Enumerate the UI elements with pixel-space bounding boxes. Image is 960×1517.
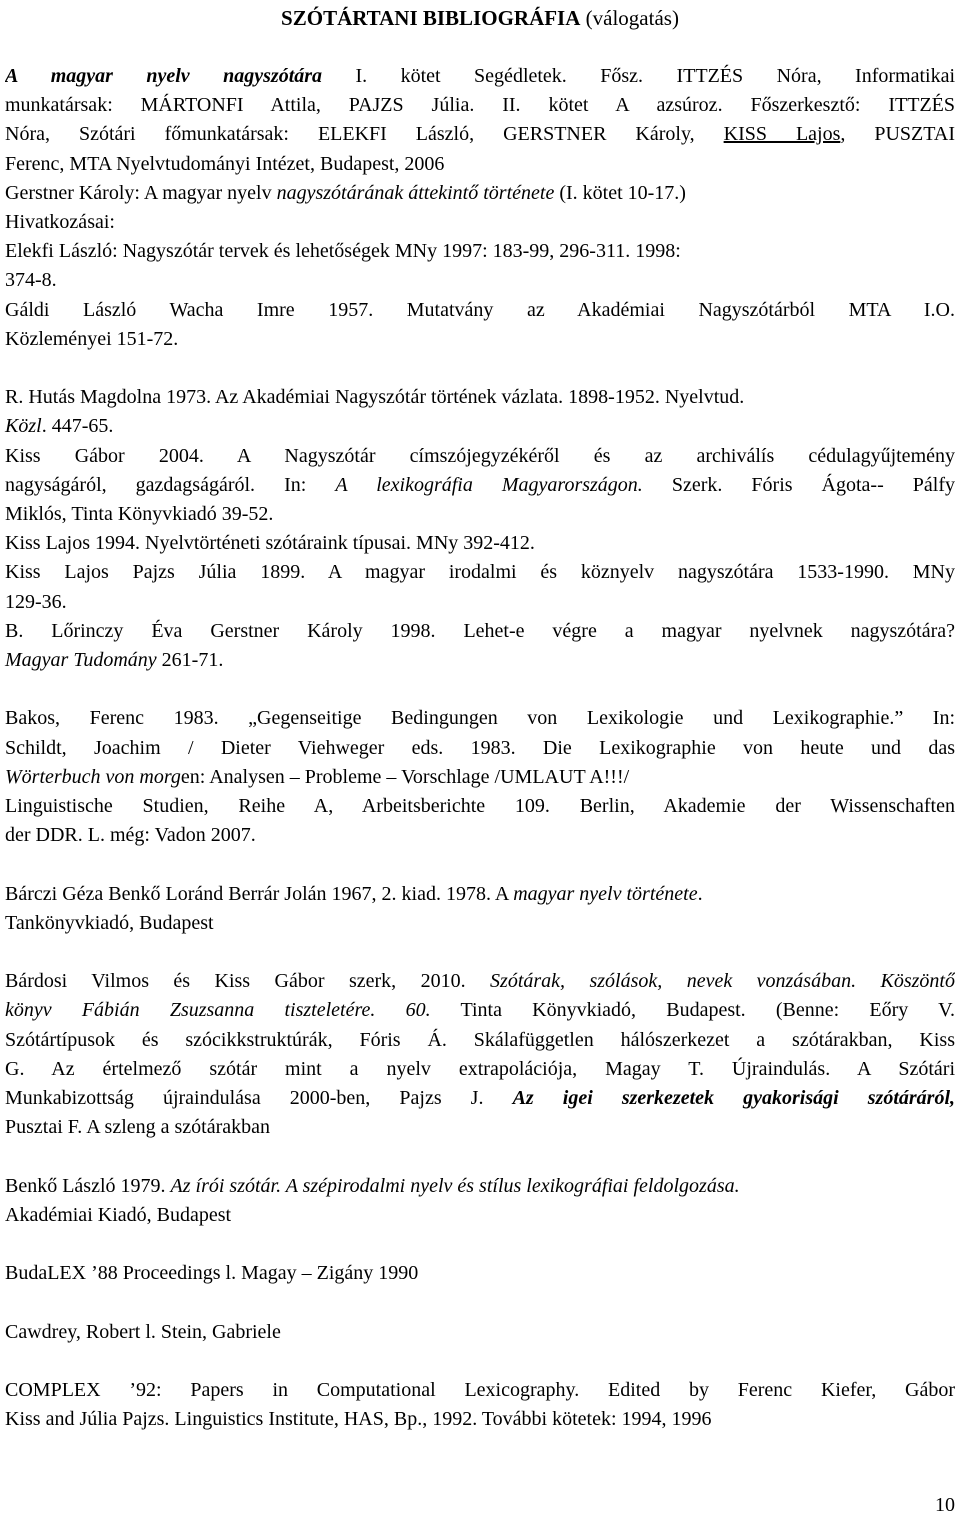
text-segment: Közl bbox=[5, 415, 42, 437]
text-segment: Linguistische Studien, Reihe A, Arbeitsberichte 109. Berlin, Akademie der Wissenschaften bbox=[5, 795, 955, 817]
text-segment: Az igei szerkezetek gyakorisági szótáráról, bbox=[512, 1087, 955, 1109]
text-segment: BudaLEX ’88 Proceedings l. Magay – Zigány 1990 bbox=[5, 1262, 419, 1284]
text-segment: munkatársak: MÁRTONFI Attila, PAJZS Júlia. II. kötet A azsúroz. Főszerkesztő: ITTZÉS bbox=[5, 94, 955, 116]
text-line bbox=[5, 298, 955, 322]
text-segment: Kiss Lajos Pajzs Júlia 1899. A magyar irodalmi és köznyelv nagyszótára 1533-1990. MNy bbox=[5, 561, 955, 583]
text-line bbox=[5, 1028, 955, 1052]
text-line bbox=[5, 414, 955, 438]
text-segment: (I. kötet 10-17.) bbox=[554, 182, 686, 204]
text-segment: Bárczi Géza Benkő Loránd Berrár Jolán 1967, 2. kiad. 1978. A bbox=[5, 883, 514, 905]
title-bold: SZÓTÁRTANI BIBLIOGRÁFIA bbox=[281, 6, 581, 30]
text-line bbox=[5, 560, 955, 584]
text-segment: Miklós, Tinta Könyvkiadó 39-52. bbox=[5, 503, 274, 525]
text-line bbox=[5, 998, 955, 1022]
text-segment: Akadémiai Kiadó, Budapest bbox=[5, 1204, 232, 1226]
text-segment: Benkő László 1979. bbox=[5, 1175, 171, 1197]
text-line bbox=[5, 619, 955, 643]
text-segment: Szótárak, szólások, nevek vonzásában. Köszöntő bbox=[490, 970, 955, 992]
text-segment: KISS Lajos bbox=[723, 123, 841, 145]
text-segment: Gáldi László Wacha Imre 1957. Mutatvány az Akadémiai Nagyszótárból MTA I.O. bbox=[5, 299, 955, 321]
text-line bbox=[5, 473, 955, 497]
text-segment: Ferenc, MTA Nyelvtudományi Intézet, Budapest, 2006 bbox=[5, 153, 445, 175]
text-line bbox=[5, 969, 955, 993]
text-segment: I. kötet Segédletek. Fősz. ITTZÉS Nóra, Informatikai bbox=[322, 65, 955, 87]
text-segment: B. Lőrinczy Éva Gerstner Károly 1998. Lehet-e végre a magyar nyelvnek nagyszótára? bbox=[5, 620, 955, 642]
text-segment: , PUSZTAI bbox=[840, 123, 955, 145]
text-line bbox=[5, 736, 955, 760]
text-line bbox=[5, 823, 955, 847]
text-segment: . 447-65. bbox=[41, 415, 114, 437]
text-line bbox=[5, 1115, 955, 1139]
text-line bbox=[5, 64, 955, 88]
text-line bbox=[5, 122, 955, 146]
text-segment: Kiss Gábor 2004. A Nagyszótár címszójegyzékéről és az archiválís cédulagyűjtemény bbox=[5, 445, 955, 467]
text-segment: Hivatkozásai: bbox=[5, 211, 115, 233]
text-line bbox=[5, 1407, 955, 1431]
text-segment: 261-71. bbox=[156, 649, 224, 671]
text-segment: Elekfi László: Nagyszótár tervek és lehetőségek MNy 1997: 183-99, 296-311. 1998: bbox=[5, 240, 681, 262]
text-segment: Nóra, Szótári főmunkatársak: ELEKFI László, GERSTNER Károly, bbox=[5, 123, 724, 145]
text-segment: Pusztai F. A szleng a szótárakban bbox=[5, 1116, 271, 1138]
text-segment: en: Analysen – Probleme – Vorschlage /UMLAUT A!!!/ bbox=[180, 766, 630, 788]
text-line bbox=[5, 531, 955, 555]
page-title bbox=[0, 5, 960, 31]
text-line bbox=[5, 444, 955, 468]
text-line bbox=[5, 210, 955, 234]
text-segment: . bbox=[697, 883, 703, 905]
text-line bbox=[5, 268, 955, 292]
text-line bbox=[5, 502, 955, 526]
text-line bbox=[5, 1378, 955, 1402]
text-segment: nagyszótárának áttekintő története bbox=[276, 182, 555, 204]
text-segment: A magyar nyelv nagyszótára bbox=[5, 65, 323, 87]
text-segment: nagyságáról, gazdagságáról. In: bbox=[5, 474, 336, 496]
text-segment: Gerstner Károly: A magyar nyelv bbox=[5, 182, 277, 204]
page-number: 10 bbox=[935, 1494, 955, 1516]
text-line bbox=[5, 181, 955, 205]
text-line bbox=[5, 765, 955, 789]
text-segment: Tinta Könyvkiadó, Budapest. (Benne: Eőry V. bbox=[430, 999, 955, 1021]
text-segment: Szótártípusok és szócikkstruktúrák, Fóris Á. Skálafüggetlen hálószerkezet a szótárakban, Kiss bbox=[5, 1029, 955, 1051]
text-line bbox=[5, 648, 955, 672]
text-line bbox=[5, 911, 955, 935]
text-line bbox=[5, 93, 955, 117]
text-line bbox=[5, 152, 955, 176]
text-segment: Szerk. Fóris Ágota-- Pálfy bbox=[642, 474, 955, 496]
text-segment: Közleményei 151-72. bbox=[5, 328, 179, 350]
text-segment: der DDR. L. még: Vadon 2007. bbox=[5, 824, 256, 846]
text-segment: A lexikográfia Magyarországon. bbox=[335, 474, 643, 496]
text-segment: magyar nyelv története bbox=[513, 883, 698, 905]
text-line bbox=[5, 385, 955, 409]
text-line bbox=[5, 239, 955, 263]
text-segment: Bárdosi Vilmos és Kiss Gábor szerk, 2010. bbox=[5, 970, 491, 992]
text-segment: Kiss and Júlia Pajzs. Linguistics Institute, HAS, Bp., 1992. További kötetek: 1994, 1996 bbox=[5, 1408, 712, 1430]
text-line bbox=[5, 1086, 955, 1110]
text-segment: Kiss Lajos 1994. Nyelvtörténeti szótáraink típusai. MNy 392-412. bbox=[5, 532, 535, 554]
text-line bbox=[5, 1057, 955, 1081]
text-segment: Bakos, Ferenc 1983. „Gegenseitige Bedingungen von Lexikologie und Lexikographie.” In: bbox=[5, 707, 955, 729]
text-segment: COMPLEX ’92: Papers in Computational Lexicography. Edited by Ferenc Kiefer, Gábor bbox=[5, 1379, 955, 1401]
text-segment: R. Hutás Magdolna 1973. Az Akadémiai Nagyszótár történek vázlata. 1898-1952. Nyelvtud. bbox=[5, 386, 745, 408]
text-line bbox=[5, 1261, 955, 1285]
text-segment: Magyar Tudomány bbox=[5, 649, 157, 671]
text-segment: Cawdrey, Robert l. Stein, Gabriele bbox=[5, 1321, 281, 1343]
text-line bbox=[5, 1203, 955, 1227]
text-segment: Az írói szótár. A szépirodalmi nyelv és stílus lexikográfiai feldolgozása. bbox=[170, 1175, 740, 1197]
text-line bbox=[5, 327, 955, 351]
text-line bbox=[5, 706, 955, 730]
text-segment: Munkabizottság újraindulása 2000-ben, Pajzs J. bbox=[5, 1087, 513, 1109]
text-segment: Wörterbuch von morg bbox=[5, 766, 181, 788]
text-segment: Tankönyvkiadó, Budapest bbox=[5, 912, 214, 934]
text-line bbox=[5, 794, 955, 818]
text-segment: 374-8. bbox=[5, 269, 57, 291]
text-line bbox=[5, 882, 955, 906]
text-line bbox=[5, 590, 955, 614]
text-segment: Schildt, Joachim / Dieter Viehweger eds. 1983. Die Lexikographie von heute und das bbox=[5, 737, 955, 759]
text-segment: G. Az értelmező szótár mint a nyelv extrapolációja, Magay T. Újraindulás. A Szótári bbox=[5, 1058, 955, 1080]
text-line bbox=[5, 1320, 955, 1344]
title-rest: (válogatás) bbox=[580, 6, 679, 30]
text-line bbox=[5, 1174, 955, 1198]
text-segment: 129-36. bbox=[5, 591, 67, 613]
text-segment: könyv Fábián Zsuzsanna tiszteletére. 60. bbox=[5, 999, 431, 1021]
